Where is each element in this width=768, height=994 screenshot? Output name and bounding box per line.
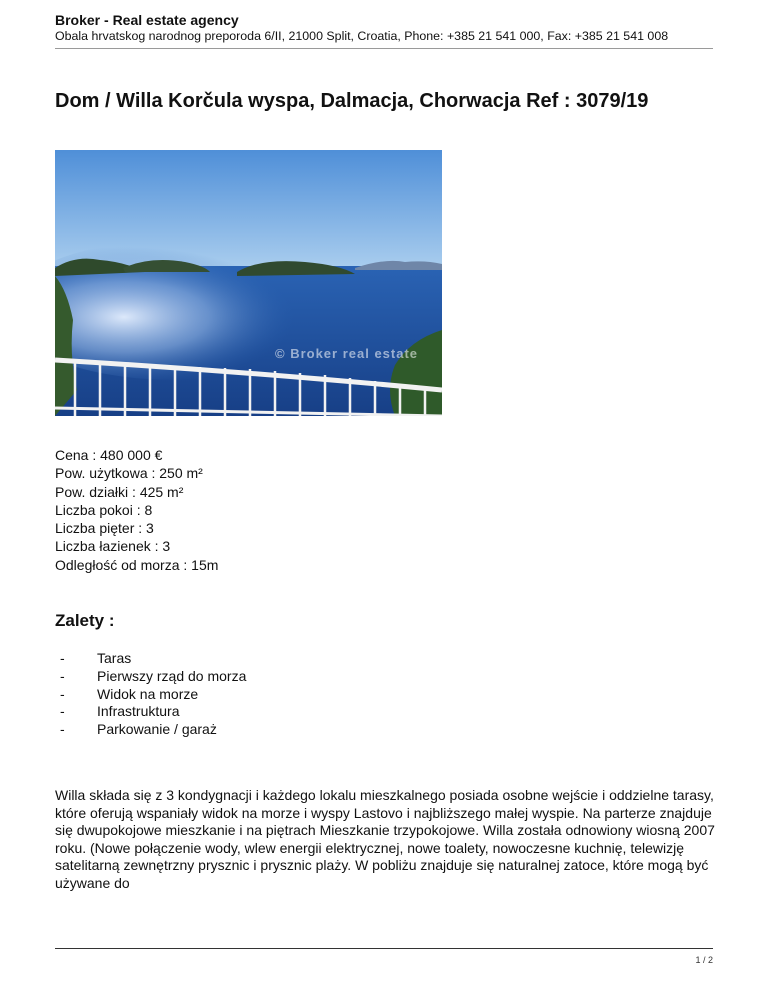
detail-usable-area: Pow. użytkowa : 250 m² (55, 465, 203, 482)
detail-sea-distance: Odległość od morza : 15m (55, 556, 219, 573)
photo-watermark: © Broker real estate (275, 346, 419, 361)
description-text: Willa składa się z 3 kondygnacji i każdego lokalu mieszkalnego posiada osobne wejście i oddzielne tarasy, które oferują wspaniały widok na morze i wyspy Lastovo i najbliższego małej wyspie. Na parterze znajduje się dwupokojowe mieszkanie i na piętrach Mieszkanie trzypokojowe. Willa została odnowiony wiosną 2007 roku. (Nowe połączenie wody, wlew energii elektrycznej, nowe toalety, nowoczesne kuchnię, telewizję satelitarną zewnętrzny prysznic i prysznic plaży. W pobliżu znajduje się naturalnej zatoce, które mogą być używane do (55, 787, 715, 891)
property-photo (55, 150, 442, 416)
detail-rooms: Liczba pokoi : 8 (55, 501, 153, 518)
sea-view-illustration (55, 150, 442, 416)
detail-bathrooms: Liczba łazienek : 3 (55, 538, 171, 555)
list-item: - Parkowanie / garaż (60, 721, 246, 739)
advantages-heading: Zalety : (55, 611, 115, 630)
listing-title: Dom / Willa Korčula wyspa, Dalmacja, Chorwacja Ref : 3079/19 (55, 90, 649, 112)
list-item: - Pierwszy rząd do morza (60, 668, 246, 686)
list-item: - Taras (60, 650, 246, 668)
list-item: - Infrastruktura (60, 703, 246, 721)
list-item: - Widok na morze (60, 686, 246, 704)
advantages-list (60, 650, 246, 739)
detail-floors: Liczba pięter : 3 (55, 520, 154, 537)
detail-plot-area: Pow. działki : 425 m² (55, 483, 184, 500)
company-name: Broker - Real estate agency (55, 12, 239, 28)
footer-divider (55, 948, 713, 949)
company-address: Obala hrvatskog narodnog preporoda 6/II, 21000 Split, Croatia, Phone: +385 21 541 000, Fax: +385 21 541 008 (55, 29, 669, 43)
page-header (55, 12, 713, 49)
page-number: 1 / 2 (695, 955, 713, 965)
property-details (55, 446, 218, 574)
detail-price: Cena : 480 000 € (55, 447, 163, 463)
